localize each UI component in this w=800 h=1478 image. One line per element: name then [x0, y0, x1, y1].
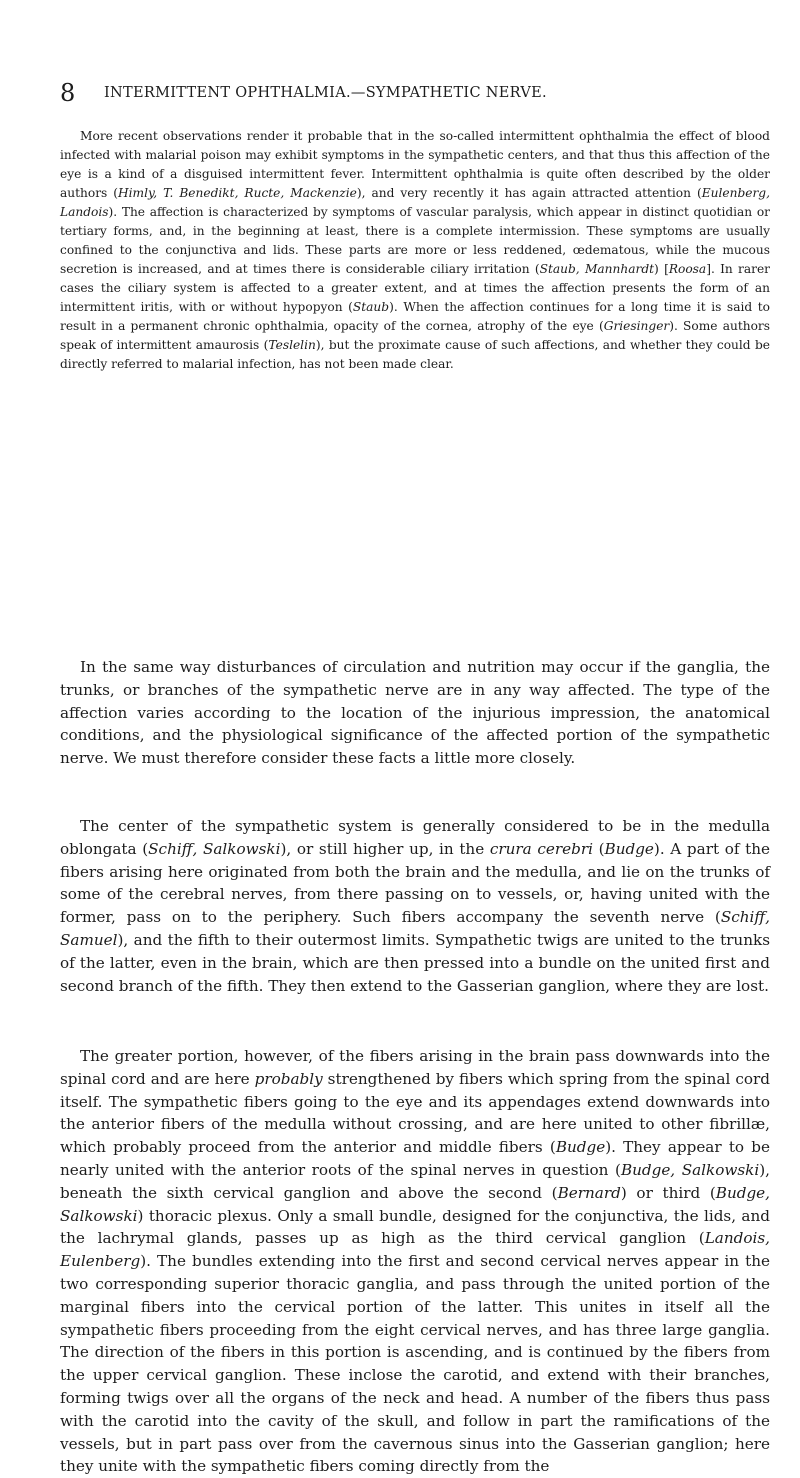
text-span: ). When the affection continues for a long time it is said to result in a permanent chronic ophthalmia, opacity of the cornea, atrophy of the eye (	[60, 300, 770, 333]
page-number: 8	[60, 79, 76, 107]
text-span: ). The affection is characterized by symptoms of vascular paralysis, which appear in distinct quotidian or tertiary forms, and, in the beginning at least, there is a complete intermission. These symptoms are usually confined to the conjunctiva and lids. These parts are more or less reddened, œdematous, while the mucous secretion is increased, and at times there is considerable ciliary irritation (	[60, 205, 770, 276]
citation: Budge	[555, 1138, 606, 1157]
paragraph-intermittent-ophthalmia	[60, 127, 770, 374]
text-span: ), beneath the sixth cervical ganglion and above the second (	[60, 1160, 770, 1202]
citation: Budge, Salkowski	[620, 1160, 760, 1179]
text-span: ]. In rarer cases the ciliary system is affected to a greater extent, and at times the affection presents the form of an intermittent iritis, with or without hypopyon (	[60, 262, 771, 314]
text-span: strengthened by fibers which spring from the spinal cord itself. The sympathetic fibers going to the eye and its appendages extend downwards into the anterior fibers of the medulla without crossing, and are here united to other fibrillæ, which probably proceed from the anterior and middle fibers (	[60, 1069, 770, 1157]
text-span: ), but the proximate cause of such affections, and whether they could be directly referred to malarial infection, has not been made clear.	[60, 338, 770, 371]
citation: Staub	[352, 300, 390, 314]
citation: Teslelin	[268, 338, 316, 352]
citation: Schiff, Samuel	[60, 908, 770, 949]
paragraph-sympathetic-center	[60, 815, 770, 997]
text-span: More recent observations render it probable that in the so-called intermittent ophthalmia the effect of blood infected with malarial poison may exhibit symptoms in the sympathetic centers, and that thus this affection of the eye is a kind of a disguised intermittent fever. Intermittent ophthalmia is quite often described by the older authors (	[60, 129, 770, 200]
text-span: ), and the fifth to their outermost limits. Sympathetic twigs are united to the trunks of the latter, even in the brain, which are then pressed into a bundle on the united first and second branch of the fifth. They then extend to the Gasserian ganglion, where they are lost.	[60, 930, 770, 995]
page-header	[60, 80, 760, 110]
citation: Eulenberg, Landois	[60, 186, 770, 219]
text-span: The center of the sympathetic system is generally considered to be in the medulla oblongata (	[60, 817, 770, 858]
paragraph-disturbances: In the same way disturbances of circulation and nutrition may occur if the ganglia, the trunks, or branches of the sympathetic nerve are in any way affected. The type of the affection varies according to the location of the injurious impression, the anatomical conditions, and the physiological significance of the affected portion of the sympathetic nerve. We must therefore consider these facts a little more closely.	[60, 658, 770, 768]
emphasis: probably	[254, 1069, 323, 1088]
text-span: (	[592, 839, 605, 858]
paragraph-fiber-course	[60, 1045, 770, 1478]
citation: Landois, Eulenberg	[60, 1229, 770, 1271]
text-span: ). Some authors speak of intermittent amaurosis (	[60, 319, 770, 352]
citation: Himly, T. Benedikt, Ructe, Mackenzie	[118, 186, 357, 200]
text-span: ) thoracic plexus. Only a small bundle, designed for the conjunctiva, the lids, and the lachrymal glands, passes up as high as the third cervical ganglion (	[60, 1206, 770, 1248]
citation: Budge, Salkowski	[60, 1183, 770, 1225]
running-title: INTERMITTENT OPHTHALMIA.—SYMPATHETIC NERVE.	[104, 85, 547, 101]
citation: Budge	[604, 839, 654, 858]
citation: Bernard	[557, 1183, 621, 1202]
text-span: ) [	[654, 262, 669, 276]
citation: Schiff, Salkowski	[148, 839, 281, 858]
text-span: ). A part of the fibers arising here originated from both the brain and the medulla, and lie on the trunks of some of the cerebral nerves, from there passing on to vessels, or, having united with the former, pass on to the periphery. Such fibers accompany the seventh nerve (	[60, 839, 770, 927]
text-span: ). They appear to be nearly united with the anterior roots of the spinal nerves in question (	[60, 1138, 770, 1179]
text-span: ), or still higher up, in the	[280, 839, 490, 858]
latin-term: crura cerebri	[489, 839, 593, 858]
text-span: ) or third (	[620, 1183, 716, 1202]
text-span: ). The bundles extending into the first and second cervical nerves appear in the two corresponding superior thoracic ganglia, and pass through the united portion of the marginal fibers into the cervical portion of the latter. This unites in itself all the sympathetic fibers proceeding from the eight cervical nerves, and has three large ganglia. The direction of the fibers in this portion is ascending, and is continued by the fibers from the upper cervical ganglion. These inclose the carotid, and extend with their branches, forming twigs over all the organs of the neck and head. A number of the fibers thus pass with the carotid into the cavity of the skull, and follow in part the ramifications of the vessels, but in part pass over from the cavernous sinus into the Gasserian ganglion; here they unite with the sympathetic fibers coming directly from the	[60, 1252, 770, 1476]
text-span: ), and very recently it has again attracted attention (	[356, 186, 702, 200]
citation: Staub, Mannhardt	[539, 262, 655, 276]
citation: Griesinger	[603, 319, 670, 333]
text-span: The greater portion, however, of the fibers arising in the brain pass downwards into the spinal cord and are here	[60, 1047, 770, 1088]
citation: Roosa	[668, 262, 707, 276]
